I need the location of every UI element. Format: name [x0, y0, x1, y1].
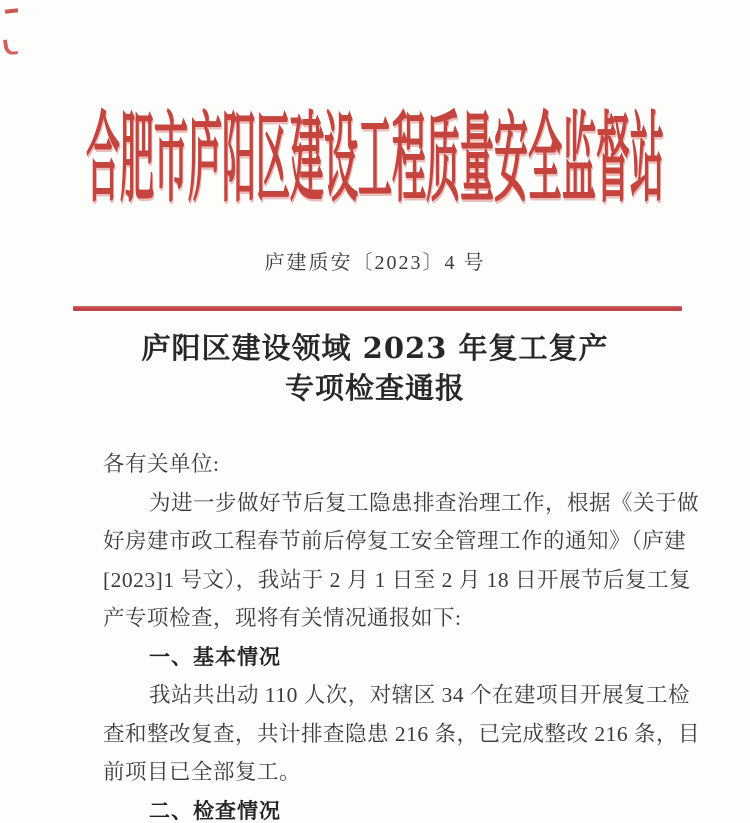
body-line: 产专项检查，现将有关情况通报如下: [103, 606, 462, 630]
letterhead [0, 86, 750, 216]
section-heading-inspection-situation: 二、检查情况 [149, 798, 281, 823]
body-line: 前项目已全部复工。 [103, 760, 302, 784]
red-divider-rule [73, 306, 682, 311]
org-name: 合肥市庐阳区建设工程质量安全监督站 [86, 100, 664, 216]
document-title-line2: 专项检查通报 [284, 371, 465, 405]
salutation-line: 各有关单位: [103, 452, 220, 476]
red-pen-mark-icon [5, 8, 18, 14]
body-line: 为进一步做好节后复工隐患排查治理工作，根据《关于做 [149, 490, 700, 515]
body-line: [2023]1 号文），我站于 2 月 1 日至 2 月 18 日开展节后复工复 [103, 567, 691, 592]
body-line: 查和整改复查，共计排查隐患 216 条，已完成整改 216 条，目 [103, 721, 701, 746]
section-heading-basic-situation: 一、基本情况 [149, 644, 281, 669]
document-title-line1: 庐阳区建设领域 2023 年复工复产 [141, 331, 609, 365]
document-title [0, 328, 750, 408]
red-pen-mark-icon [3, 38, 18, 56]
body-line: 我站共出动 110 人次，对辖区 34 个在建项目开展复工检 [149, 683, 690, 707]
body-line: 好房建市政工程春节前后停复工安全管理工作的通知》（庐建 [103, 529, 687, 553]
document-number: 庐建质安〔2023〕4 号 [264, 252, 486, 274]
document-body [103, 445, 701, 823]
